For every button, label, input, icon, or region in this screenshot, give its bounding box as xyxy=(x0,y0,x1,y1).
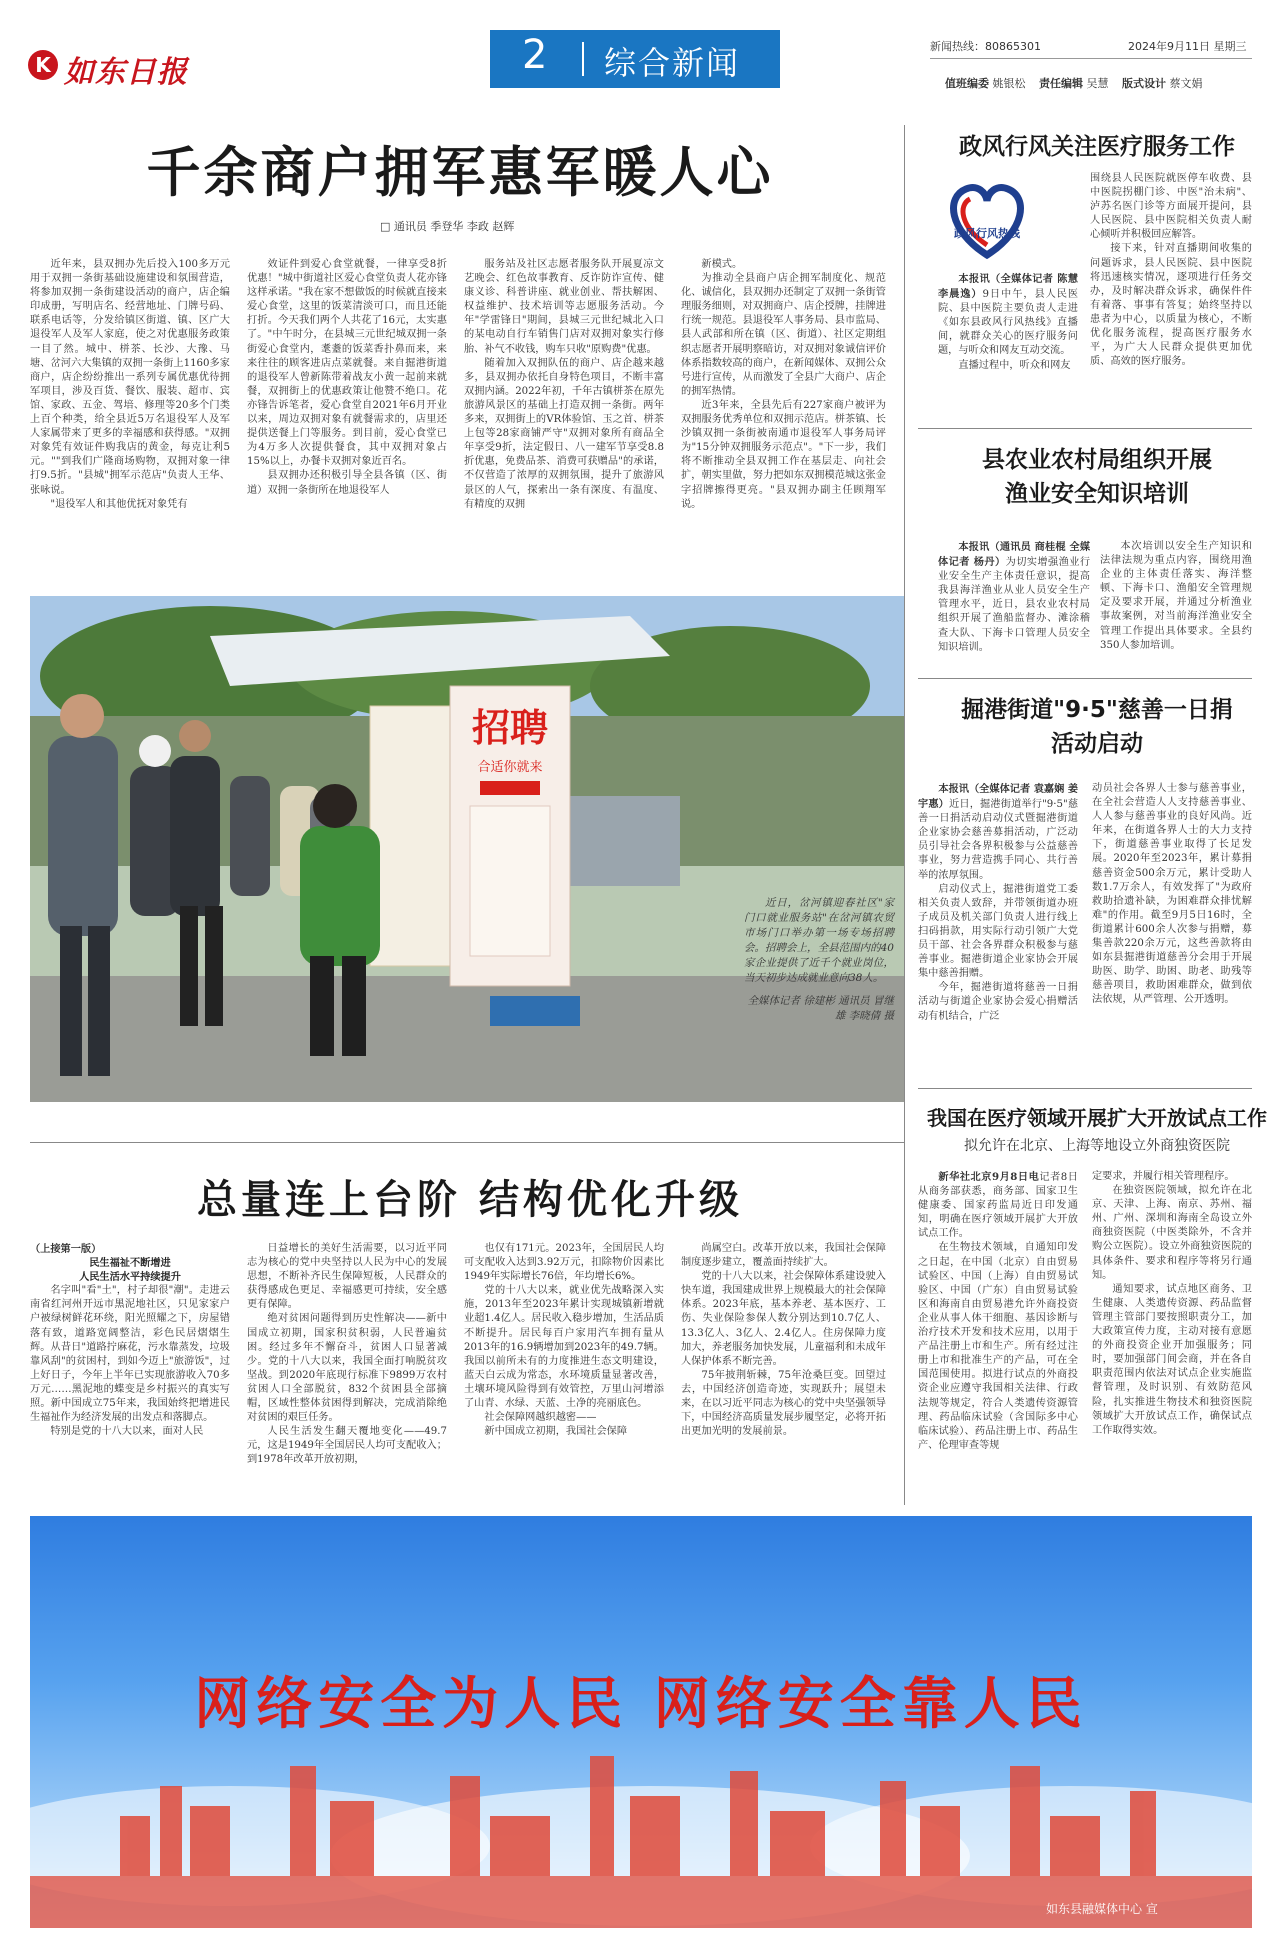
paragraph: 新模式。 xyxy=(701,259,743,270)
right2-col-2 xyxy=(1100,540,1252,665)
paragraph: 绝对贫困问题得到历史性解决——新中国成立初期，国家积贫积弱，人民普遍贫困。经过多年不懈奋斗，贫困人口显著减少。党的十八大以来，我国全面打响脱贫攻坚战。到2020年底现行标准下9899万农村贫困人口全部脱贫，832个贫困县全部摘帽，区域性整体贫困得到解决，完成消除绝对贫困的艰巨任务。 xyxy=(247,1313,447,1424)
paragraph xyxy=(938,272,1078,359)
lead-text: 9日中午，县人民医院、县中医院主要负责人走进《如东县政风行风热线》直播间，就群众关心的医疗服务问题，与听众和网友互动交流。 xyxy=(938,289,1078,357)
news-hotline: 新闻热线：80865301 xyxy=(930,40,1041,53)
issue-date: 2024年9月11日 星期三 xyxy=(1128,40,1247,53)
paragraph: 县双拥办还积极引导全县各镇（区、街道）双拥一条街所在地退役军人 xyxy=(247,470,447,496)
paragraph: 党的十八大以来，就业优先战略深入实施，2013年至2023年累计实现城镇新增就业超1.4亿人。居民收入稳步增加，生活品质不断提升。居民每百户家用汽车拥有量从2013年的16.9辆增加到2023年的49.7辆。我国以前所未有的力度推进生态文明建设，蓝天白云成为常态，水环境质量显著改善，土壤环境风险得到有效管控，万里山河增添了山青、水绿、天蓝、土净的亮丽底色。 xyxy=(464,1285,664,1410)
paragraph: 接下来，针对直播期间收集的问题诉求，县人民医院、县中医院将迅速核实情况，逐项进行任务交办，及时解决群众诉求，确保件件有着落、事事有答复；始终坚持以患者为中心，以质量为核心，不断优化服务流程，提高医疗服务水平，为广大人民群众提供更加优质、高效的医疗服务。 xyxy=(1090,243,1252,368)
right-headline-2: 县农业农村局组织开展 渔业安全知识培训 xyxy=(982,447,1212,507)
paragraph xyxy=(918,782,1078,883)
paragraph: 近3年来，全县先后有227家商户被评为双拥服务优秀单位和双拥示范店。栟茶镇、长沙镇双拥一条街被南通市退役军人事务局评为"15分钟双拥服务示范点"。"下一步，我们将不断推动全县双拥工作在基层走、向社会扩，朝实里做，努力把如东双拥模范城这张金字招牌擦得更亮。"县双拥办副主任顾翔军说。 xyxy=(681,399,886,510)
paragraph: 效证件到爱心食堂就餐，一律享受8折优惠！"城中街道社区爱心食堂负责人花亦锋这样承诺。"我在家不想做饭的时候就直接来爱心食堂，这里的饭菜清淡可口，而且还能打折。今天我们两个人共花了16元，太实惠了。"中午时分，在县城三元世纪城双拥一条街爱心食堂内，耄耋的饭菜香扑鼻而来，来来往往的顾客进店点菜就餐。来自掘港街道的退役军人曾新陈带着战友小黄一起前来就餐，双拥街上的优惠政策让他赞不绝口。花亦锋告诉笔者，爱心食堂自2021年6月开业以来，周边双拥对象有就餐需求的，店里还提供送餐上门等服务。到目前，爱心食堂已为4万多人次提供餐食，其中双拥对象占15%以上，办餐卡双拥对象近百名。 xyxy=(247,259,447,468)
right-headline-4: 我国在医疗领域开展扩大开放试点工作 xyxy=(927,1106,1267,1130)
newspaper-logo: 如东日报 xyxy=(64,55,188,90)
paragraph: 社会保障网越织越密—— xyxy=(484,1412,597,1424)
paragraph: 服务站及社区志愿者服务队开展夏凉文艺晚会、红色故事教育、反诈防诈宣传、健康义诊、科普讲座、就业创业、帮扶解困、权益维护、技术培训等志愿服务活动。今年"学雷锋日"期间，县城三元世纪城北入口的某电动自行车销售门店对双拥对象实行修胎、补气不收钱，购车只收"原购费"优惠。 xyxy=(464,259,664,355)
editor-role: 版式设计 xyxy=(1122,77,1166,90)
photo-credit: 全媒体记者 徐建彬 通讯员 冒继雄 李晓倩 摄 xyxy=(747,995,894,1022)
subsection-title: 民生福祉不断增进 人民生活水平持续提升 xyxy=(79,1257,181,1284)
paragraph: 直播过程中，听众和网友 xyxy=(958,359,1071,371)
second-col-3 xyxy=(464,1242,664,1504)
editor-name: 蔡文娟 xyxy=(1169,77,1203,90)
paragraph: 特别是党的十八大以来，面对人民 xyxy=(50,1426,204,1438)
paragraph: 名字叫"看"土"，村子却很"潮"。走进云南省红河州开远市黑泥地社区，只见家家户户被绿树鲜花环绕，阳光照耀之下，房屋错落有致，道路宽阔整洁，彩色民居熠熠生辉。从昔日"道路拧麻花，污水靠蒸发，垃圾靠风刮"的贫困村，到如今迈上"旅游饭"，过上好日子，今年上半年已实现旅游收入70多万元……黑泥地的蝶变是乡村振兴的真实写照。新中国成立75年来，我国始终把增进民生福祉作为经济发展的出发点和落脚点。 xyxy=(30,1285,230,1424)
paragraph xyxy=(938,540,1090,655)
logo-mark: K xyxy=(28,50,58,80)
lead-authors: （全媒体记者 袁嘉娴 姜宇惠） xyxy=(918,783,1078,811)
lead-label: 本报讯 xyxy=(958,541,990,553)
main-headline: 千余商户拥军惠军暖人心 xyxy=(146,141,774,204)
lead-label: 本报讯 xyxy=(958,273,991,285)
paragraph: 通知要求，试点地区商务、卫生健康、人类遗传资源、药品监督管理主管部门要按照职责分工，加大政策宣传力度，主动对接有意愿的外商投资企业开加强服务；同时，要加强部门间会商，并在各自职责范围内依法对试点企业实施监督管理，及时识别、有效防范风险，扎实推进生物技术和独资医院领域扩大开放试点工作，确保试点工作取得实效。 xyxy=(1092,1283,1252,1436)
section-rule xyxy=(918,1088,1252,1089)
continuation-note: （上接第一版） xyxy=(30,1243,102,1255)
recruitment-sign: 招聘 xyxy=(471,706,549,750)
lead-authors: （全媒体记者 陈慧 李晨逸） xyxy=(938,273,1078,301)
right-headline-1: 政风行风关注医疗服务工作 xyxy=(959,134,1235,160)
second-headline: 总量连上台阶 结构优化升级 xyxy=(197,1177,743,1223)
second-col-1 xyxy=(30,1242,230,1504)
caption-text: 近日，岔河镇迎春社区"家门口就业服务站"在岔河镇农贸市场门口举办第一场专场招聘会。招聘会上，全县范围内的40家企业提供了近千个就业岗位，当天初步达成就业意向38人。 xyxy=(744,897,894,984)
main-col-4 xyxy=(681,258,886,574)
right3-col-1 xyxy=(918,782,1078,1074)
paragraph: 新中国成立初期，我国社会保障 xyxy=(484,1426,628,1438)
paragraph: "退役军人和其他优抚对象凭有 xyxy=(50,498,188,510)
right1-col-2 xyxy=(1090,172,1252,412)
paragraph: 75年披荆斩棘，75年沧桑巨变。回望过去，中国经济创造奇迹，实现跃升；展望未来，在以习近平同志为核心的党中央坚强领导下，中国经济高质量发展步履坚定，必将开拓出更加光明的发展前景。 xyxy=(681,1369,886,1438)
section-rule xyxy=(918,678,1252,679)
editor-name: 吴慧 xyxy=(1086,77,1109,90)
editor-role: 责任编辑 xyxy=(1039,77,1083,90)
column-divider xyxy=(904,125,905,1505)
main-col-1 xyxy=(30,258,230,574)
paragraph: 日益增长的美好生活需要，以习近平同志为核心的党中央坚持以人民为中心的发展思想，不断补齐民生保障短板，人民群众的获得感成色更足、幸福感更可持续，安全感更有保障。 xyxy=(247,1243,447,1311)
recruitment-sign-sub: 合适你就来 xyxy=(477,760,543,775)
paragraph: 本次培训以安全生产知识和法律法规为重点内容，围绕用渔企业的主体责任落实、海洋整顿、下海卡口、渔船安全管理规定及要求开展，并通过分析渔业事故案例，对当前海洋渔业安全管理工作提出具体要求。全县约350人参加培训。 xyxy=(1100,541,1252,651)
editor-credits xyxy=(945,75,1203,91)
header-rule xyxy=(930,58,1252,59)
paragraph: 也仅有171元。2023年，全国居民人均可支配收入达到3.92万元，扣除物价因素比1949年实际增长76倍，年均增长6%。 xyxy=(464,1243,664,1283)
section-rule xyxy=(30,1142,904,1143)
main-col-2 xyxy=(247,258,447,574)
page-number: 2 xyxy=(522,32,548,78)
main-col-3 xyxy=(464,258,664,574)
section-rule xyxy=(918,428,1252,429)
right4-col-2 xyxy=(1092,1170,1252,1506)
right-subhead-4: 拟允许在北京、上海等地设立外商独资医院 xyxy=(964,1138,1230,1154)
paragraph: 近年来，县双拥办先后投入100多万元用于双拥一条街基础设施建设和氛围营造，将参加双拥一条街建设活动的商户，店企编印成册，写明店名、经营地址、门牌号码、联系电话等，分发给镇区街道、镇、区广大退役军人及军人家庭，使之对优惠服务政策一目了然。城中、栟茶、长沙、大豫、马塘、岔河六大集镇的双拥一条街上1160多家商户，店企纷纷推出一系列专属优惠优待拥军项目，涉及百货、餐饮、服装、超市、宾馆、家政、五金、驾培、修理等20多个门类上百个种类，给全县近5万名退役军人及军人家属带来了更多的幸福感和获得感。"双拥对象凭有效证件购我店的黄金，每克让利5元。""到我们广隆商场购物，双拥对象一律打9.5折。"县城"拥军示范店"负责人王华、张咏说。 xyxy=(30,259,230,496)
paragraph: 动员社会各界人士参与慈善事业，在全社会营造人人支持慈善事业、人人参与慈善事业的良好风尚。近年来，在街道各界人士的大力支持下，街道慈善事业取得了长足发展。2020年至2023年，累计募捐慈善资金500余万元，累计受助人数1.7万余人，有效发挥了"为政府救助拾遗补缺，为困难群众排忧解难"的作用。截至9月5日16时，全街道累计600余人次参与捐赠，募集善款220余万元，这些善款将由如东县掘港街道慈善分会用于开展助医、助学、助困、助老、助残等慈善项目，救助困难群众，做到依法依规，从严管理、公开透明。 xyxy=(1092,783,1252,1006)
paragraph: 在生物技术领域，自通知印发之日起，在中国（北京）自由贸易试验区、中国（上海）自由贸易试验区、中国（广东）自由贸易试验区和海南自由贸易港允许外商投资企业从事人体干细胞、基因诊断与治疗技术开发和技术应用，以用于产品注册上市和生产。所有经过注册上市和批准生产的产品，可在全国范围使用。拟进行试点的外商投资企业应遵守我国相关法律、行政法规等规定，符合人类遗传资源管理、药品临床试验（含国际多中心临床试验）、药品注册上市、药品生产、伦理审查等规 xyxy=(918,1242,1078,1451)
paragraph: 人民生活发生翻天覆地变化——49.7元，这是1949年全国居民人均可支配收入；到1978年改革开放初期， xyxy=(247,1426,447,1466)
banner-credit: 如东县融媒体中心 宣 xyxy=(1046,1902,1158,1916)
hotline-logo-icon xyxy=(938,175,1036,265)
right3-col-2 xyxy=(1092,782,1252,1074)
paragraph: 启动仪式上，掘港街道党工委相关负责人致辞，并带领街道办班子成员及机关部门负责人进行线上扫码捐款，用实际行动引领广大党员干部、社会各界群众积极参与慈善事业。掘港街道企业家协会开展集中慈善捐赠。 xyxy=(918,883,1078,980)
hotline-logo-text: 政风行风热线 xyxy=(954,227,1020,240)
second-col-2 xyxy=(247,1242,447,1504)
paragraph: 党的十八大以来，社会保障体系建设驶入快车道，我国建成世界上规模最大的社会保障体系。2023年底，基本养老、基本医疗、工伤、失业保险参保人数分别达到10.7亿人、13.3亿人、3亿人、2.4亿人。住房保障力度加大，养老服务加快发展，儿童福利和未成年人保护体系不断完善。 xyxy=(681,1271,886,1367)
paragraph: 随着加入双拥队伍的商户、店企越来越多，县双拥办依托自身特色项目，不断丰富双拥内涵。2022年初，千年古镇栟茶在原先旅游风景区的基础上打造双拥一条街。两年多来，双拥街上的VR体验馆、玉之首、栟茶上包等28家商铺严守"双拥对象所有商品全年享受9折，法定假日、八一建军节享受8.8折优惠，免费品茶、消费可获赠品"的承诺，不仅营造了浓厚的双拥氛围，提升了旅游风景区的人气，探索出一条有深度、有温度、有精度的双拥 xyxy=(464,357,664,510)
news-photo xyxy=(30,596,904,1102)
lead-text: 记者8日从商务部获悉，商务部、国家卫生健康委、国家药监局近日印发通知，明确在医疗领域开展扩大开放试点工作。 xyxy=(918,1172,1078,1240)
paragraph: 尚属空白。改革开放以来，我国社会保障制度逐步建立，覆盖面持续扩大。 xyxy=(681,1243,886,1269)
paragraph xyxy=(918,1170,1078,1241)
second-col-4 xyxy=(681,1242,886,1504)
lead-label: 新华社北京9月8日电 xyxy=(938,1171,1040,1183)
editor-role: 值班编委 xyxy=(945,77,989,90)
paragraph: 为推动全县商户店企拥军制度化、规范化、诚信化，县双拥办还制定了双拥一条街管理服务细则，对双拥商户、店企授牌，挂牌进行统一规范。县退役军人事务局、县市监局、县人武部和所在镇（区、街道）、社区定期组织志愿者开展明察暗访，对双拥对象诚信评价体系指数较高的商户，在新闻媒体、双拥公众号进行宣传，从而激发了全县广大商户、店企的拥军热情。 xyxy=(681,273,886,397)
lead-text: 为切实增强渔业行业安全生产主体责任意识，提高我县海洋渔业从业人员安全生产管理水平，近日，县农业农村局组织开展了渔船监督办、滩涂稽查大队、下海卡口管理人员安全知识培训。 xyxy=(938,557,1090,653)
paragraph: 在独资医院领域，拟允许在北京、天津、上海、南京、苏州、福州、广州、深圳和海南全岛设立外商独资医院（中医类除外，不含并购公立医院）。设立外商独资医院的具体条件、要求和程序等将另行通知。 xyxy=(1092,1185,1252,1281)
section-name: 综合新闻 xyxy=(604,44,741,82)
banner-slogan: 网络安全为人民 网络安全靠人民 xyxy=(194,1671,1088,1737)
lead-label: 本报讯 xyxy=(938,783,969,795)
editor-name: 姚银松 xyxy=(992,77,1026,90)
right2-col-1 xyxy=(938,540,1090,665)
page-tab-divider xyxy=(582,42,584,76)
paragraph: 今年，掘港街道将慈善一日捐活动与街道企业家协会爱心捐赠活动有机结合，广泛 xyxy=(918,982,1078,1022)
lead-authors: （通讯员 商桂棍 全媒体记者 杨丹） xyxy=(938,541,1090,569)
lead-text: 近日，掘港街道举行"9·5"慈善一日捐活动启动仪式暨掘港街道企业家协会慈善募捐活动，广泛动员引导社会各界积极参与公益慈善事业，努力营造携手同心、共行善举的浓厚氛围。 xyxy=(918,799,1078,881)
right-headline-3: 掘港街道"9·5"慈善一日捐 活动启动 xyxy=(961,697,1233,757)
right4-col-1 xyxy=(918,1170,1078,1506)
paragraph: 定要求，并履行相关管理程序。 xyxy=(1092,1171,1235,1182)
paragraph: 围绕县人民医院就医停车收费、县中医院拐棚门诊、中医"治未病"、泸苏名医门诊等方面展开提问，县人民医院、县中医院相关负责人耐心倾听并积极回应解答。 xyxy=(1090,173,1252,241)
main-byline: □ 通讯员 季登华 李政 赵辉 xyxy=(380,220,515,233)
photo-caption xyxy=(744,896,894,1024)
right1-col-1 xyxy=(938,272,1078,412)
